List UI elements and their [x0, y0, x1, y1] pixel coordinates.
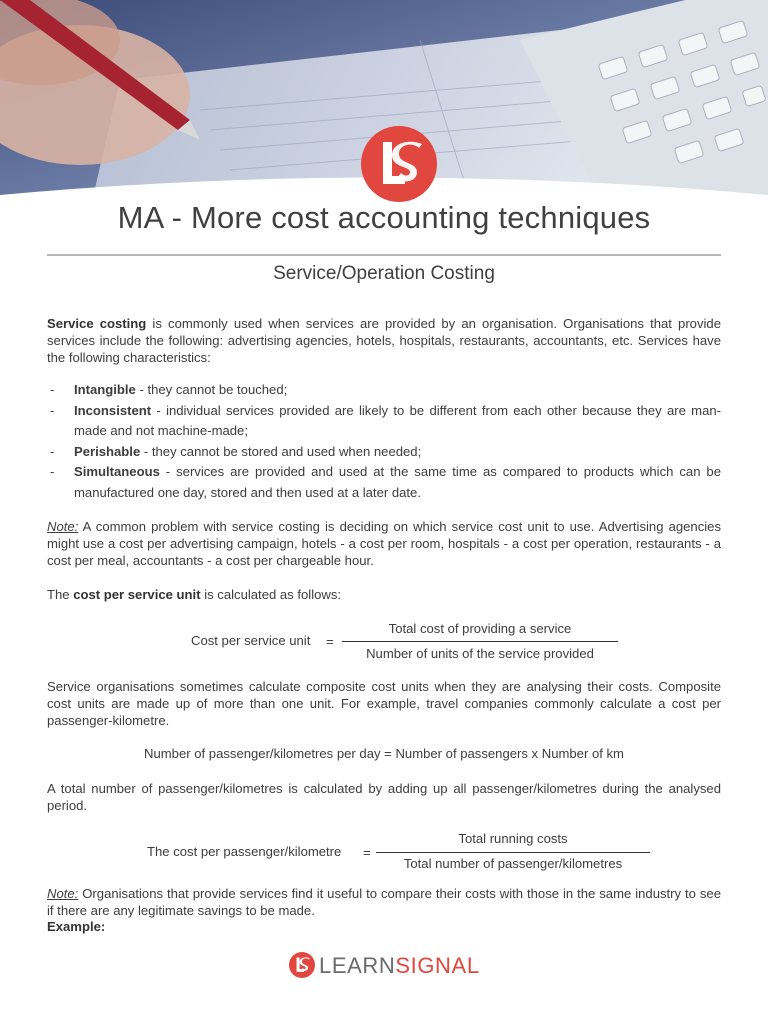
formula-numerator: Total cost of providing a service [388, 621, 572, 636]
note-label: Note: [47, 886, 79, 901]
list-item: - Intangible - they cannot be touched; [50, 382, 288, 397]
characteristic-term: Perishable [74, 443, 141, 459]
total-passenger-km-paragraph: A total number of passenger/kilometres is calculated by adding up all passenger/kilometres during the analysed period. [47, 781, 721, 813]
characteristic-text: - they cannot be touched; [135, 382, 288, 397]
formula-denominator: Total number of passenger/kilometres [403, 856, 623, 871]
note-text: A common problem with service costing is deciding on which service cost unit to use. Advertising agencies might use a cost per advertising campaign, hotels - a cost per room, hospitals - a cost per operation, restaurants - a cost per meal, accountants - a cost per chargeable hour. [47, 519, 721, 568]
note-paragraph-2 [47, 886, 721, 920]
formula-denominator: Number of units of the service provided [366, 646, 594, 661]
example-heading [47, 919, 721, 936]
intro-prefix: The [47, 587, 74, 602]
composite-units-paragraph: Service organisations sometimes calculate composite cost units when they are analysing their costs. Composite cost units are made up of more than one unit. For example, travel companies commonly calculate a cost per passenger-kilometre. [47, 679, 721, 728]
characteristic-text: - services are provided and used at the same time as compared to products which can be manufactured one day, stored and then used at a later date. [74, 464, 721, 500]
intro-suffix: is calculated as follows: [200, 587, 342, 602]
cost-per-unit-intro [47, 587, 721, 604]
list-item: - Simultaneous - services are provided and used at the same time as compared to products which can be manufactured one day, stored and then used at a later date. [50, 464, 721, 500]
characteristic-term: Inconsistent [74, 402, 152, 418]
brand-signal: SIGNAL [395, 953, 480, 978]
intro-paragraph [47, 316, 721, 366]
formula-lhs: Cost per service unit [191, 633, 311, 648]
title-divider [47, 254, 721, 256]
learnsignal-ls-logo-icon [361, 126, 437, 202]
footer-brand [289, 952, 479, 980]
brand-wordmark [319, 953, 480, 979]
example-label: Example: [47, 919, 106, 934]
characteristic-text: - individual services provided are likely to be different from each other because they are man-made and not machine-made; [74, 402, 721, 439]
list-item: - Perishable - they cannot be stored and used when needed; [50, 443, 422, 459]
formula-equals: = [326, 634, 334, 649]
formula-passenger-km-per-day: Number of passenger/kilometres per day = Number of passengers x Number of km [144, 746, 624, 761]
page-title: MA - More cost accounting techniques [117, 200, 651, 235]
formula-equals: = [363, 845, 371, 860]
learnsignal-ls-logo-icon [289, 952, 315, 978]
intro-text: is commonly used when services are provided by an organisation. Organisations that provide services include the following: advertising agencies, hotels, hospitals, restaurants, accountants, etc. Services have the following characteristics: [47, 316, 721, 365]
characteristic-term: Intangible [74, 382, 136, 397]
note-text: Organisations that provide services find it useful to compare their costs with those in the same industry to see if there are any legitimate savings to be made. [47, 886, 721, 918]
intro-term: Service costing [47, 316, 147, 331]
learnsignal-logo [361, 126, 437, 202]
fraction-line [342, 641, 618, 642]
brand-learn: LEARN [319, 953, 396, 978]
formula-numerator: Total running costs [458, 831, 568, 846]
section-subtitle: Service/Operation Costing [273, 263, 495, 284]
note-label: Note: [47, 519, 79, 534]
fraction-line [376, 852, 650, 853]
formula-lhs: The cost per passenger/kilometre [147, 844, 342, 859]
characteristics-list [47, 380, 721, 504]
list-item: - Inconsistent - individual services provided are likely to be different from each other because they are man-made and not machine-made; [50, 402, 721, 439]
cost-per-unit-term: cost per service unit [73, 587, 201, 602]
note-paragraph-1 [47, 519, 721, 569]
characteristic-text: - they cannot be stored and used when needed; [140, 443, 422, 459]
characteristic-term: Simultaneous [74, 464, 160, 480]
